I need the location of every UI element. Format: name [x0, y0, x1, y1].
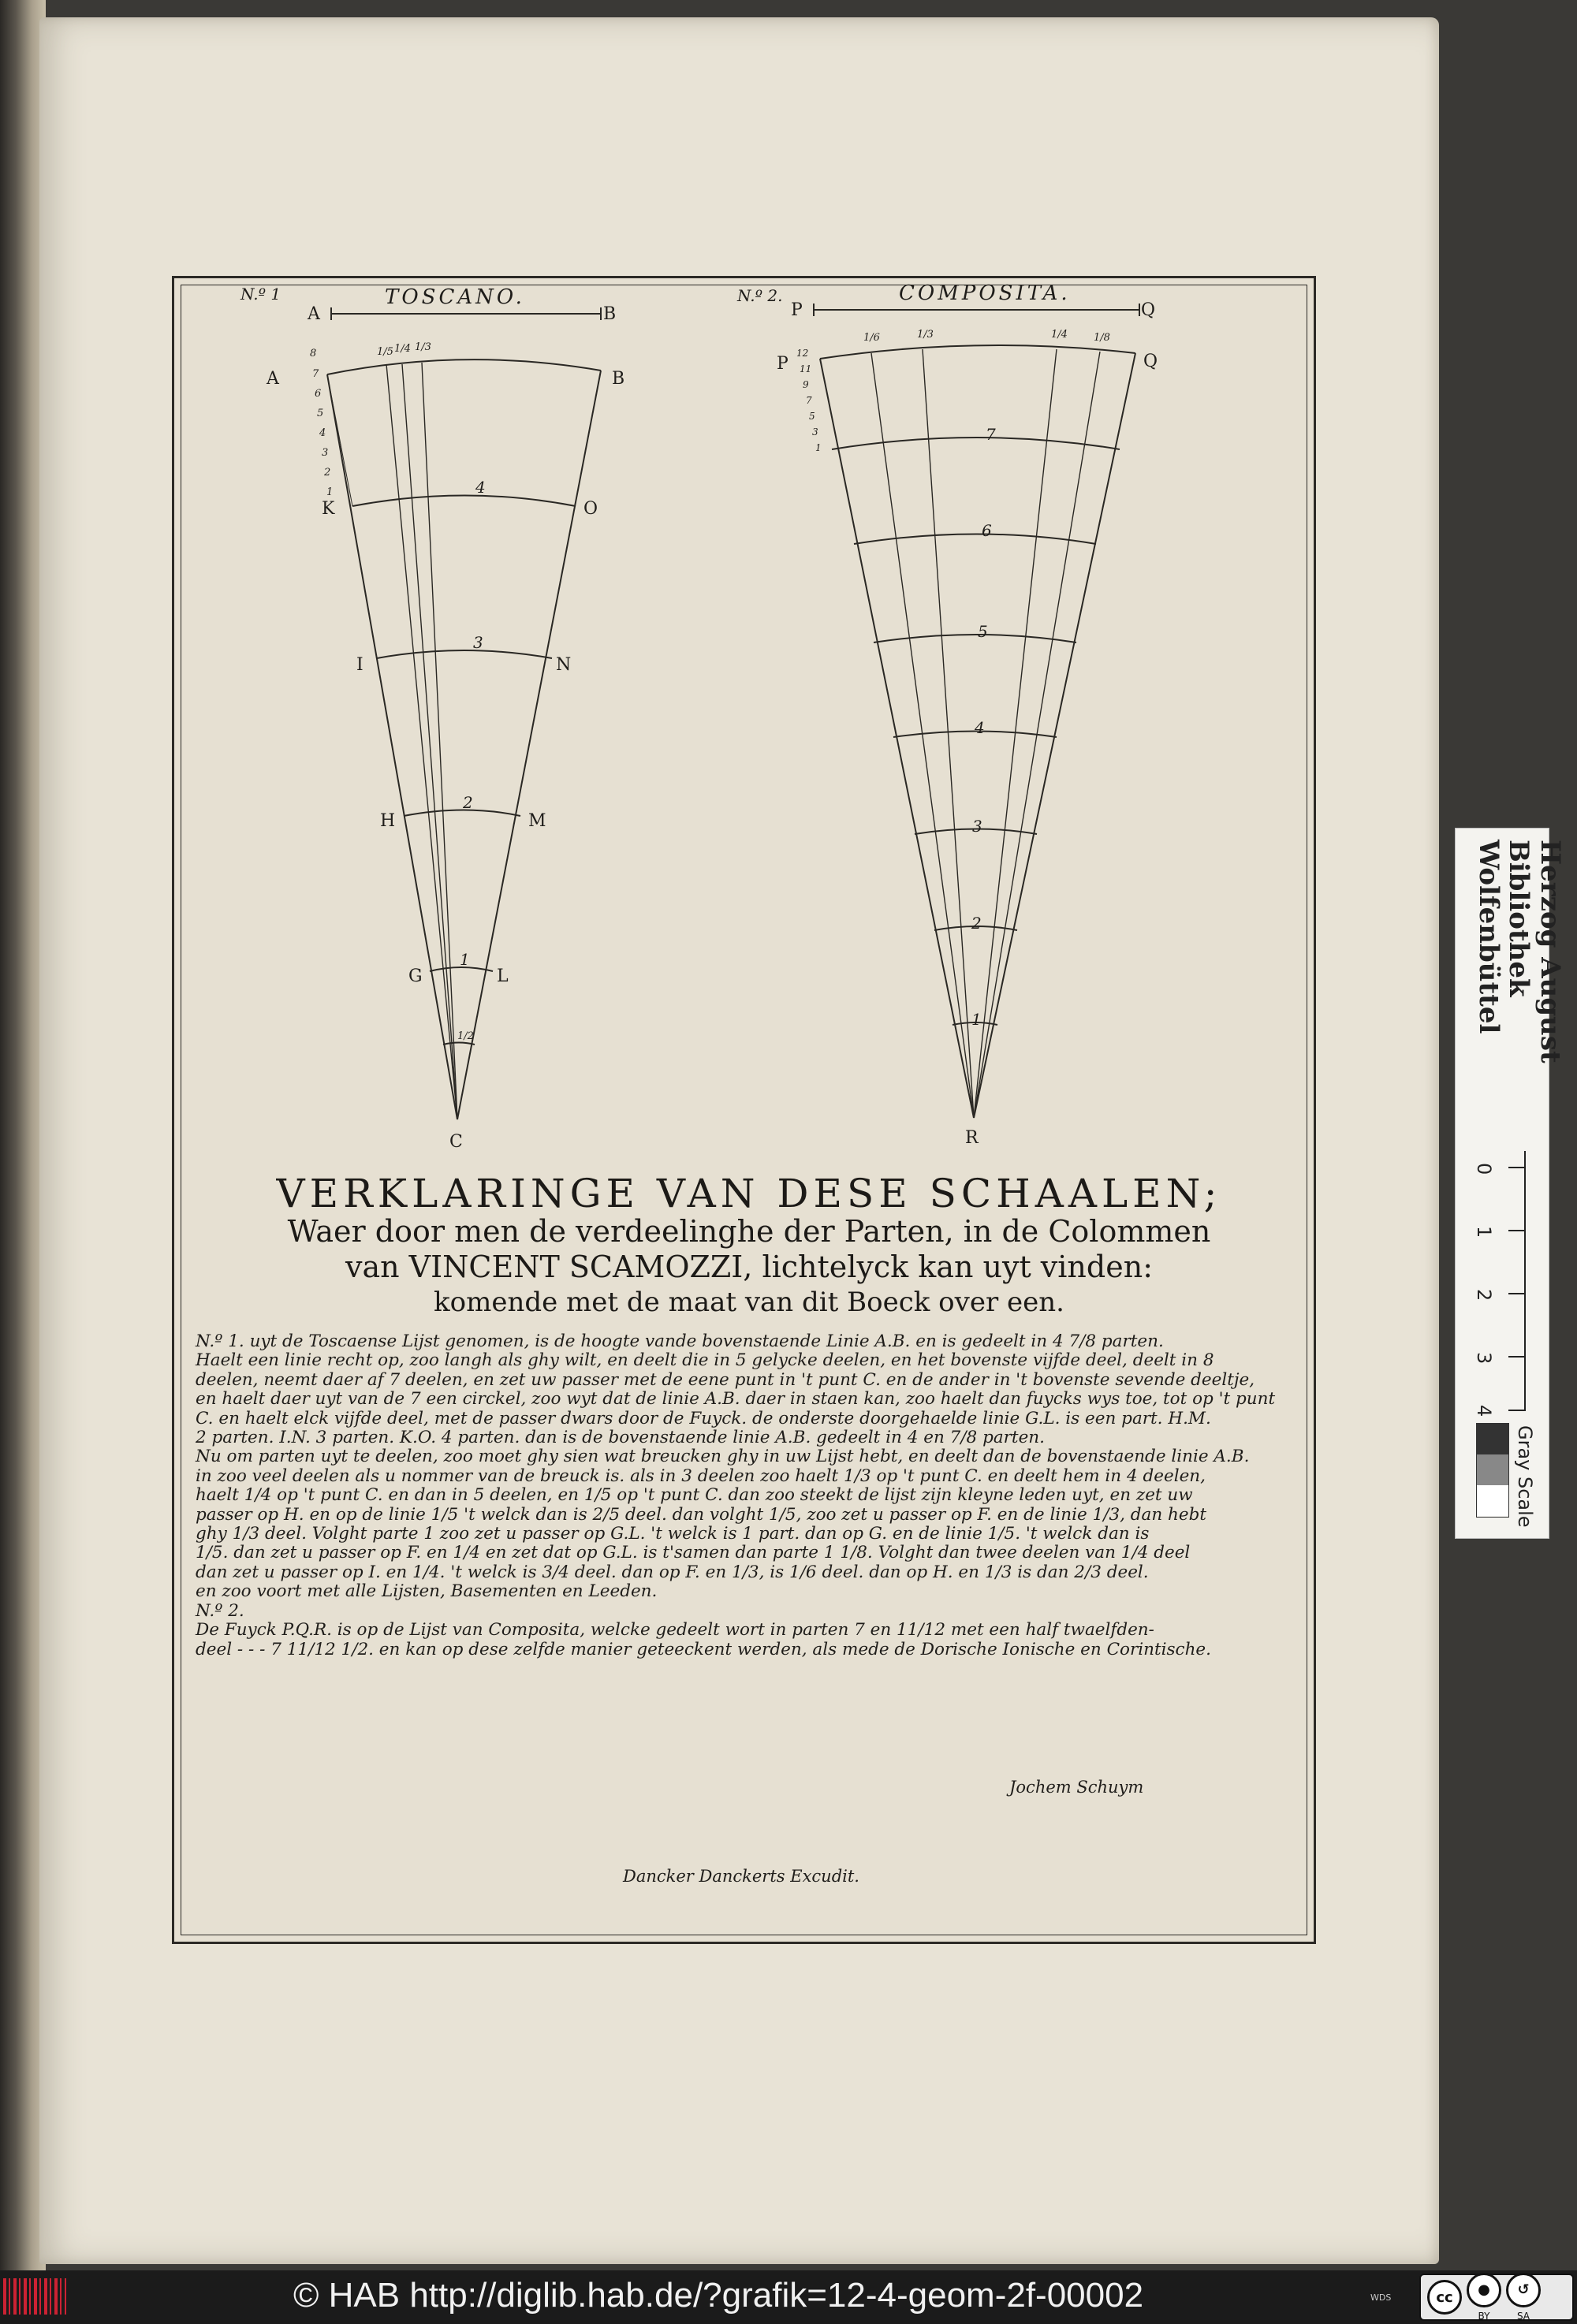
fig2-arc-num-6: 6: [982, 521, 992, 540]
fig1-title: TOSCANO.: [385, 285, 525, 309]
plate-subheading-1: Waer door men de verdeelinghe der Parten, in de Colommen: [287, 1214, 1211, 1249]
plate-heading: VERKLARINGE VAN DESE SCHAALEN;: [276, 1171, 1222, 1216]
ruler-number-2: 2: [1473, 1289, 1495, 1302]
fig1-arc-num-3: 3: [473, 633, 483, 652]
fig2-tick-3: 3: [812, 426, 818, 438]
fig1-fraction-2: 1/4: [394, 343, 411, 355]
fig2-arc-num-1: 1: [971, 1010, 982, 1029]
text-line: dan zet u passer op I. en 1/4. 't welck is 3/4 deel. dan op F. en 1/3, is 1/6 deel. dan op H. en 1/3 is dan 2/3 deel.: [196, 1562, 1149, 1582]
fig2-arc-num-4: 4: [975, 718, 985, 737]
plate-subheading-2: van VINCENT SCAMOZZI, lichtelyck kan uyt vinden:: [345, 1250, 1153, 1284]
fig1-label-l: L: [497, 966, 509, 986]
fig2-label-p: P: [777, 354, 788, 374]
ruler-number-1: 1: [1473, 1226, 1495, 1238]
ruler-number-4: 4: [1473, 1405, 1495, 1417]
fig1-arc-num-2: 2: [463, 793, 473, 812]
fig1-arc-num-1: 1: [460, 950, 470, 969]
fig1-top-a: A: [308, 304, 320, 324]
fig2-tick-9: 9: [803, 379, 809, 390]
fig2-fraction-2: 1/3: [917, 329, 934, 341]
fig1-label-g: G: [408, 966, 423, 986]
fig2-right-edge: [974, 353, 1135, 1118]
fig2-tick-11: 11: [800, 363, 812, 374]
fig2-arc-num-7: 7: [986, 425, 996, 444]
fig1-label-i: I: [356, 655, 363, 675]
fig1-arc-half: [443, 1043, 475, 1045]
text-line: ghy 1/3 deel. Volght parte 1 zoo zet u passer op G.L. 't welck is 1 part. dan op G. en de linie 1/5. 't welck dan is: [196, 1524, 1150, 1544]
fig1-arc-in: [377, 650, 552, 658]
fig2-tick-7: 7: [806, 395, 812, 406]
fig1-arc-num-4: 4: [475, 478, 486, 497]
fig2-fraction-1: 1/6: [863, 332, 880, 344]
fig2-label-r: R: [965, 1128, 979, 1148]
text-line: haelt 1/4 op 't punt C. en dan in 5 deelen, en 1/5 op 't punt C. dan zoo steekt de lijst zijn kleyne leden uyt, en zet uw: [196, 1485, 1193, 1506]
fig1-label-n: N: [556, 655, 572, 675]
copyright-url[interactable]: © HAB http://diglib.hab.de/?grafik=12-4-geom-2f-00002: [293, 2276, 1144, 2315]
text-line: Haelt een linie recht op, zoo langh als ghy wilt, en deelt die in 5 gelycke deelen, en het bovenste vijfde deel, deelt in 8: [196, 1350, 1214, 1371]
cc-sa-label: SA: [1516, 2310, 1530, 2322]
fig2-title: COMPOSITA.: [899, 281, 1071, 305]
text-line: 1/5. dan zet u passer op F. en 1/4 en zet dat op G.L. is t'samen dan parte 1 1/8. Volght dan twee deelen van 1/4 deel: [196, 1543, 1191, 1563]
fig1-arc-num-half: 1/2: [457, 1030, 474, 1042]
text-line: C. en haelt elck vijfde deel, met de passer dwars door de Fuyck. de onderste doorgehaelde linie G.L. is een part. H.M.: [196, 1408, 1211, 1428]
barcode-icon: [3, 2278, 66, 2315]
text-line: passer op H. en op de linie 1/5 't welck dan is 2/5 deel. dan volght 1/5, zoo zet u passer op F. en de linie 1/3, dan hebt: [196, 1504, 1207, 1525]
fig1-tick-1: 1: [326, 486, 334, 498]
cc-icon: cc: [1427, 2280, 1462, 2315]
fig2-fraction-4: 1/8: [1094, 332, 1110, 344]
ruler-number-3: 3: [1473, 1352, 1495, 1365]
text-line: 2 parten. I.N. 3 parten. K.O. 4 parten. dan is de bovenstaende linie A.B. gedeelt in 4 en 7/8 parten.: [196, 1428, 1045, 1448]
fig2-fraction-3: 1/4: [1051, 329, 1068, 341]
fig1-label-m: M: [528, 811, 546, 831]
plate-subheading-3: komende met de maat van dit Boeck over een.: [434, 1287, 1064, 1318]
gray-scale-swatch: [1476, 1423, 1509, 1518]
fig2-arc-num-5: 5: [978, 622, 988, 641]
fig1-arc-ab: [327, 359, 601, 374]
fig1-arc-hm: [404, 810, 520, 817]
sa-icon: ↺: [1506, 2273, 1541, 2307]
fig2-tick-5: 5: [809, 411, 815, 422]
text-line: De Fuyck P.Q.R. is op de Lijst van Composita, welcke gedeelt wort in parten 7 en 11/12 met een half twaelfden-: [196, 1620, 1154, 1641]
cc-license-badge[interactable]: [1419, 2274, 1574, 2321]
fig2-arc-pq: [820, 345, 1135, 359]
fig2-number: N.º 2.: [737, 286, 783, 305]
fig2-tick-12: 12: [796, 348, 809, 359]
text-line: deelen, neemt daer af 7 deelen, en zet uw passer met de eene punt in 't punt C. en de ander in 't bovenste sevende deeltje,: [196, 1369, 1255, 1390]
fig2-arc-num-3: 3: [972, 817, 982, 836]
text-line: in zoo veel deelen als u nommer van de breuck is. als in 3 deelen zoo haelt 1/3 op 't punt C. en deelt hem in 4 deelen,: [196, 1466, 1206, 1486]
fig1-label-c: C: [449, 1132, 463, 1152]
fig1-fraction-3: 1/3: [415, 341, 431, 353]
fig1-label-o: O: [583, 499, 598, 519]
fig1-tick-5: 5: [317, 408, 324, 419]
fig2-top-q: Q: [1141, 300, 1156, 320]
fig1-tick-3: 3: [322, 447, 329, 459]
signature: Jochem Schuym: [1009, 1778, 1144, 1797]
measurement-ruler: [1465, 1151, 1540, 1419]
fig1-number: N.º 1: [240, 285, 281, 304]
fig1-left-edge: [327, 374, 457, 1119]
publisher-imprint: Dancker Danckerts Excudit.: [623, 1867, 859, 1886]
fig1-fraction-1: 1/5: [377, 346, 393, 358]
footer-code: WDS: [1370, 2292, 1392, 2303]
fig1-tick-7: 7: [312, 368, 319, 380]
fig1-tick-8: 8: [310, 348, 317, 359]
fig1-label-k: K: [322, 499, 335, 519]
text-line: N.º 1. uyt de Toscaense Lijst genomen, is de hoogte vande bovenstaende Linie A.B. en is gedeelt in 4 7/8 parten.: [196, 1331, 1164, 1351]
text-line: Nu om parten uyt te deelen, zoo moet ghy sien wat breucken ghy in uw Lijst hebt, en deelt dan de bovenstaende linie A.B.: [196, 1447, 1250, 1467]
text-line: deel - - - 7 11/12 1/2. en kan op dese zelfde manier geteeckent werden, als mede de Dorische Ionische en Corintische.: [196, 1639, 1211, 1659]
by-icon: ●: [1467, 2273, 1501, 2307]
fig2-arc-num-2: 2: [971, 914, 982, 933]
fig1-tick-6: 6: [315, 388, 322, 400]
fig1-label-a: A: [267, 369, 279, 389]
explanation-text: [196, 1332, 1315, 1659]
fig1-arc-ko: [352, 496, 576, 507]
cc-by-label: BY: [1478, 2310, 1490, 2322]
fig1-label-h: H: [380, 811, 396, 831]
ruler-axis: [1524, 1151, 1526, 1411]
fig2-arc-7: [832, 438, 1120, 449]
fig2-label-q: Q: [1143, 352, 1158, 371]
gray-scale-label: Gray Scale: [1514, 1425, 1536, 1528]
fig1-tick-2: 2: [324, 467, 331, 479]
library-name: [1465, 840, 1566, 1179]
fig1-label-b: B: [612, 369, 625, 389]
text-line: en zoo voort met alle Lijsten, Basementen en Leeden.: [196, 1581, 658, 1602]
fig2-top-p: P: [791, 300, 803, 320]
text-line: en haelt daer uyt van de 7 een circkel, zoo wyt dat de linie A.B. daer in staen kan, zoo haelt dan fuycks wys toe, tot op 't punt: [196, 1389, 1276, 1410]
sa-block: [1506, 2273, 1541, 2322]
by-block: [1467, 2273, 1501, 2322]
library-name-line-2: Wolfenbüttel: [1473, 840, 1504, 1034]
fig2-tick-1: 1: [815, 442, 822, 453]
fig1-tick-4: 4: [319, 427, 326, 439]
ruler-number-0: 0: [1473, 1163, 1495, 1175]
fig2-left-edge: [820, 359, 974, 1118]
fig1-top-b: B: [603, 304, 617, 324]
text-line: N.º 2.: [196, 1600, 244, 1621]
library-name-line-1: Herzog August Bibliothek: [1503, 840, 1566, 1063]
